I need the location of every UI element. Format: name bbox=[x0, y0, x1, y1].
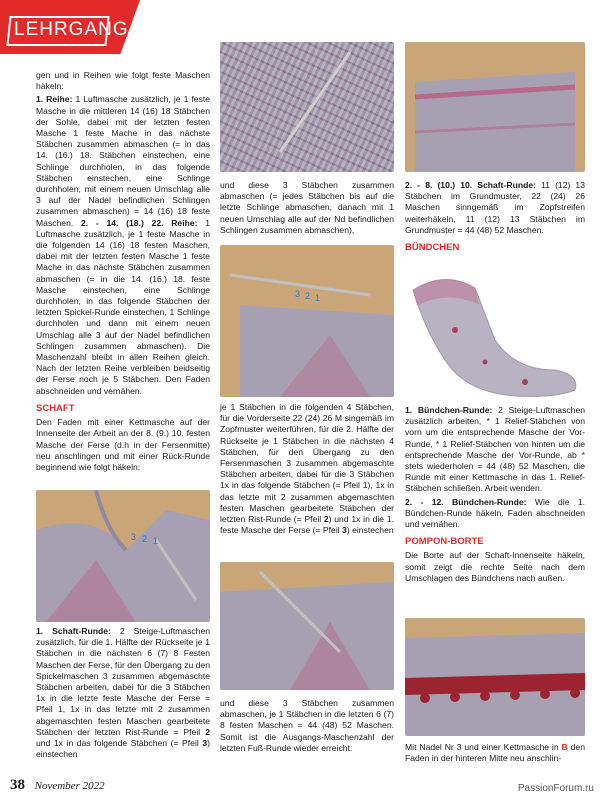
page-footer bbox=[10, 777, 105, 794]
source-credit: PassionForum.ru bbox=[517, 783, 594, 794]
photo-4-illustration bbox=[220, 562, 394, 690]
last-paragraph bbox=[405, 742, 585, 764]
arrow-label-3: 3 bbox=[131, 532, 137, 542]
buendchen-runde2-label: 2. - 12. Bündchen-Runde: bbox=[405, 496, 527, 507]
arrow-ref-2: 2 bbox=[205, 726, 210, 737]
page-number: 38 bbox=[10, 777, 25, 793]
photo-sock bbox=[405, 270, 585, 398]
column-2-middle bbox=[220, 402, 394, 538]
schaft-runde2-label: 2. - 8. (10.) 10. Schaft-Runde: bbox=[405, 180, 536, 190]
intro-text: gen und in Reihen wie folgt feste Maschen häkeln: bbox=[36, 70, 210, 92]
buendchen-runde1-paragraph bbox=[405, 405, 585, 495]
col2-text2 bbox=[220, 402, 394, 536]
photo-5-illustration bbox=[405, 42, 585, 172]
last-text-end: den Faden in der hinteren Mitte neu anschlin- bbox=[405, 742, 585, 764]
column-1-bottom bbox=[36, 626, 210, 762]
photo-crochet-round-2 bbox=[220, 245, 394, 397]
reihe1-label: 1. Reihe: bbox=[36, 94, 73, 105]
pompon-heading: POMPON-BORTE bbox=[405, 536, 484, 548]
buendchen-runde1-text: 2 Steige-Luftmaschen zusätzlich arbeiten, * 1 Relief-Stäbchen von vorn um die entsprechende Masche der Vor-Runde, * 1 Relief-Stäbchen von hinten um die entsprechende Masche der Vor-Runde, ab * stets wiederholen = 44 (48) 52 Maschen, die Runde mit einer Kettmasche in das 1. Relief-Stäbchen schließen. Arbeit wenden. bbox=[405, 405, 586, 494]
buendchen-heading: BÜNDCHEN bbox=[405, 242, 460, 254]
arrow-ref-b2: 2 bbox=[323, 514, 329, 525]
buendchen-runde1-label: 1. Bündchen-Runde: bbox=[405, 405, 493, 415]
schaft-runde2-text: 11 (12) 13 Stäbchen im Grundmuster, 22 (24) 26 Maschen sinngemäß im Zopfstreifen weiterhäkeln, 11 (12) 13 Stäbchen im Grundmuster = 44 (48) 52 Maschen. bbox=[405, 180, 585, 235]
column-1 bbox=[36, 70, 210, 475]
column-2-top bbox=[220, 180, 394, 238]
column-2-bottom bbox=[220, 698, 394, 756]
arrow-label-b3: 3 bbox=[295, 289, 301, 299]
issue-date: November 2022 bbox=[34, 780, 105, 792]
runde1-text: 2 Steige-Luftmaschen zusätzlich, für die 1. Hälfte der Rückseite je 1 Stäbchen in die nächsten 6 (7) 8 Festen Maschen der Ferse, für den Übergang zu den Spickelmaschen 3 zusammen abgemaschte Stäbchen arbeiten, dabei für die 3 Stäbchen 1x in die letzte feste Masche der Ferse = Pfeil 1, 1x in das letzte mit 2 zusammen abgemaschten festen Maschen gearbeitete Stäbchen der letzten Rist-Runde = Pfeil bbox=[36, 626, 211, 737]
schaft-text: Den Faden mit einer Kettmasche auf der Innenseite der Arbeit an der 8. (9.) 10. festen Masche der Ferse (d.h in der Fersenmitte) neu anschlingen und mit einer Rück-Runde beginnend wie folgt häkeln: bbox=[36, 417, 210, 472]
arrow-label-b1: 1 bbox=[315, 293, 321, 303]
schaft-runde2-paragraph bbox=[405, 180, 585, 236]
arrow-ref-b3: 3 bbox=[342, 525, 347, 536]
arrow-ref-3: 3 bbox=[202, 738, 208, 749]
runde1-text-mid: und 1x in das folgende Stäbchen (= Pfeil bbox=[36, 738, 203, 749]
arrow-label-1: 1 bbox=[153, 536, 159, 546]
pompon-text: Die Borte auf der Schaft-Innenseite häkeln, somit zeigt die rechte Seite nach dem Umschlagen des Bündchens nach außen. bbox=[405, 550, 585, 583]
photo-crochet-detail-2 bbox=[220, 562, 394, 690]
column-3-last bbox=[405, 742, 585, 766]
col2-text1: und diese 3 Stäbchen zusammen abmaschen (= jedes Stäbchen bis auf die letzte Schlinge abmaschen, danach mit 1 neuen Umschlag alle auf der Nd befindlichen Schlingen zusammen abmaschen), bbox=[220, 180, 394, 235]
col2-text2-mid: ) und 1x in die 1. feste Masche der Ferse (= Pfeil bbox=[220, 514, 394, 536]
arrow-label-b2: 2 bbox=[305, 291, 311, 301]
reihe2-text: 1 Luftmasche zusätzlich, je 1 feste Masche in die folgenden 14 (16) 18 festen Maschen, dabei mit der letzten festen Masche 1 feste Mache in das nächste Stäbchen zusammen abmaschen (= in die 14. (16.) 18. feste Masche einstechen, eine Schlinge durchholen, in das folgende Stäbchen der letzten Spickel-Runde einstechen, 1 Schlinge durchholen und dann mit einem neuen Umschlag alle 3 auf der Nadel befindlichen Schlingen zusammen abmaschen). Die Maschenzahl bleibt in allen Reihen gleich. Nach der letzten Reihe verbleiben beidseitig der Ferse noch je 5 Stäbchen. Den Faden abschneiden und vernähen. bbox=[36, 217, 211, 396]
col2-text2-end: ) einstechen bbox=[346, 525, 394, 536]
reihe1-text: 1 Luftmasche zusätzlich, je 1 feste Masche in die mittleren 14 (16) 18 Stäbchen der Sohle, dabei mit der letzten festen Masche 1 feste Mache in das nächste Stäbchen zusammen abmaschen (= in das 14. (16.) 18. Stäbchen einstechen, eine Schlinge durchholen, in das folgende Stäbchen einstechen, eine Schlinge durchholen, mit einem neuen Umschlag alle 3 auf der Nadel befindlichen Schlingen zusammen abmaschen) = 14 (16) 18 feste Maschen. bbox=[36, 94, 210, 228]
column-3-bottom bbox=[405, 405, 585, 586]
schaft-heading: SCHAFT bbox=[36, 402, 75, 414]
section-label: LEHRGANG bbox=[14, 19, 129, 40]
marker-b: B bbox=[561, 742, 568, 752]
reihe2-label: 2. - 14. (18.) 22. Reihe: bbox=[81, 217, 198, 228]
photo-6-illustration bbox=[405, 618, 585, 736]
col2-text3: und diese 3 Stäbchen zusammen abmaschen, je 1 Stäbchen in die letzten 6 (7) 8 festen Maschen = 44 (48) 52 Maschen. Somit ist die Ausgangs-Maschenzahl der letzten Fuß-Runde wieder erreicht. bbox=[220, 698, 394, 753]
photo-crochet-round-1 bbox=[36, 490, 210, 622]
col2-text2-a: je 1 Stäbchen in die folgenden 4 Stäbchen, für die Vorderseite 22 (24) 26 M singemäß im Zopfmuster weiterführen, für die 2. Hälfte der Rückseite je 1 Stäbchen in die nächsten 4 Stäbchen, für den Übergang zu den Fersenmaschen 3 zusammen abgemaschte Stäbchen arbeiten, dabei für die 3 Stäbchen 1x in das folgende Stäbchen (= Pfeil 1), 1x in das letzte mit 2 zusammen abgemaschten festen Maschen gearbeitete Stäbchen der letzten Rist-Runde (= Pfeil bbox=[220, 402, 394, 525]
photo-2-illustration bbox=[220, 42, 394, 172]
photo-1-illustration bbox=[36, 490, 210, 622]
photo-pompon-border bbox=[405, 618, 585, 736]
runde1-label: 1. Schaft-Runde: bbox=[36, 626, 111, 636]
buendchen-runde2-text: Wie die 1. Bündchen-Runde häkeln. Faden abschneiden und vernähen. bbox=[405, 496, 585, 530]
photo-sock-cuff-progress bbox=[405, 42, 585, 172]
reihe1-paragraph bbox=[36, 94, 210, 396]
photo-crochet-detail-1 bbox=[220, 42, 394, 172]
buendchen-runde2-paragraph bbox=[405, 497, 585, 531]
runde1-text-end: ) einstechen bbox=[36, 738, 210, 760]
column-3 bbox=[405, 180, 585, 256]
photo-3-illustration bbox=[220, 245, 394, 397]
sock-illustration bbox=[405, 270, 585, 398]
runde1-paragraph bbox=[36, 626, 210, 760]
arrow-label-2: 2 bbox=[142, 534, 148, 544]
last-text-a: Mit Nadel Nr 3 und einer Kettmasche in bbox=[405, 742, 562, 752]
